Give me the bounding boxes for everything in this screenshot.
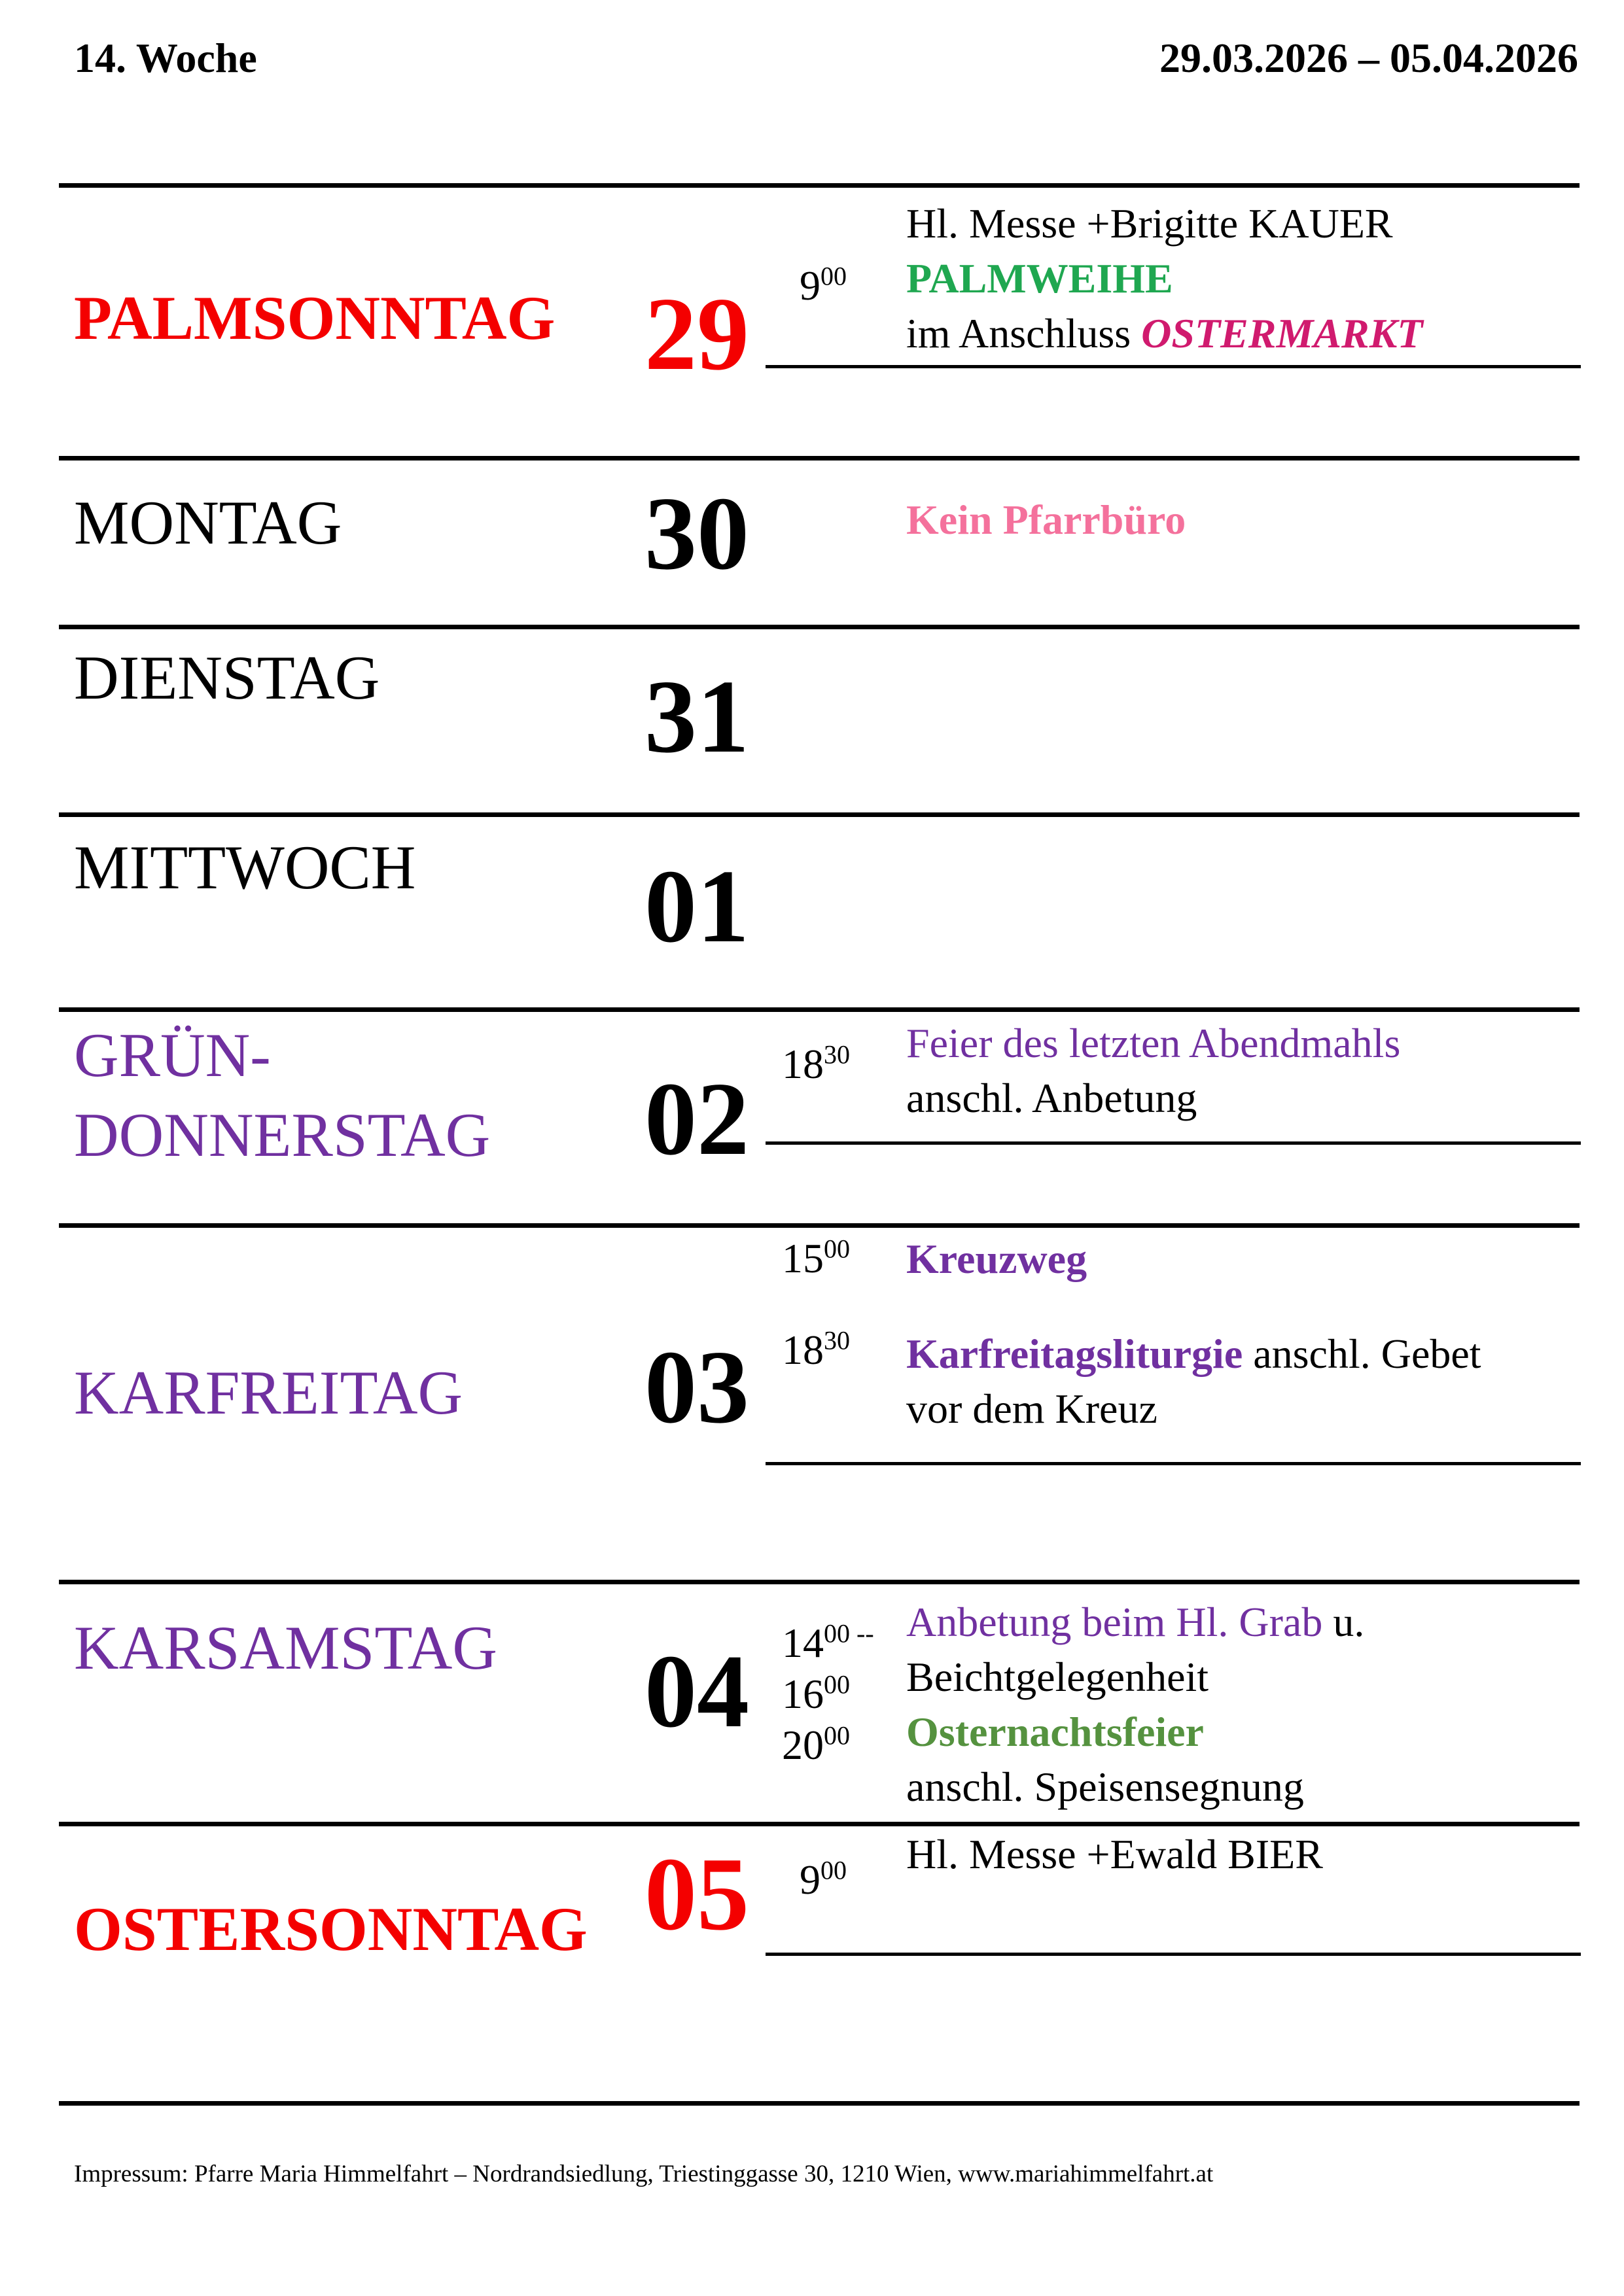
event-line [906, 1595, 1364, 1650]
event-text-karfreitagsliturgie: Karfreitagsliturgie [906, 1331, 1243, 1377]
time-karfreitag-1 [782, 1233, 850, 1284]
time-hour: 16 [782, 1671, 824, 1717]
day-number-01: 01 [644, 848, 749, 964]
time-minutes: 00 [824, 1669, 850, 1699]
event-line [906, 1327, 1481, 1382]
event-text: vor dem Kreuz [906, 1385, 1157, 1432]
time-palmsonntag [800, 260, 847, 311]
event-line [906, 1071, 1400, 1126]
event-line [906, 306, 1423, 361]
events-montag [906, 493, 1186, 548]
event-underline [766, 1953, 1581, 1956]
event-text: Beichtgelegenheit [906, 1654, 1209, 1700]
time-minutes: 00 [821, 261, 847, 291]
time-hour: 15 [782, 1235, 824, 1281]
event-text-anbetung-grab: Anbetung beim Hl. Grab [906, 1599, 1323, 1645]
time-minutes: 00 [824, 1618, 850, 1648]
event-text-kreuzweg: Kreuzweg [906, 1236, 1087, 1282]
row-divider [59, 456, 1580, 461]
time-minutes: 30 [824, 1325, 850, 1355]
event-text: u. [1322, 1599, 1365, 1645]
event-line [906, 1232, 1087, 1287]
events-ostersonntag [906, 1827, 1323, 1882]
event-line [906, 251, 1423, 306]
event-text-palmweihe: PALMWEIHE [906, 255, 1173, 302]
event-text-abendmahl: Feier des letzten Abendmahls [906, 1020, 1401, 1066]
events-gruendonnerstag [906, 1016, 1400, 1126]
time-karfreitag-2 [782, 1325, 850, 1376]
event-line [906, 1705, 1364, 1760]
event-line [906, 1650, 1364, 1705]
row-divider [59, 2101, 1580, 2106]
time-minutes: 00 [824, 1720, 850, 1750]
day-name-line1: GRÜN- [74, 1020, 271, 1090]
event-text: Hl. Messe +Brigitte KAUER [906, 200, 1393, 247]
row-divider [59, 183, 1580, 188]
time-hour: 20 [782, 1722, 824, 1768]
time-minutes: 00 [821, 1855, 847, 1885]
day-name-dienstag: DIENSTAG [74, 643, 380, 712]
day-name-line2: DONNERSTAG [74, 1100, 491, 1170]
events-palmsonntag [906, 196, 1423, 361]
event-line [906, 1382, 1481, 1436]
day-name-palmsonntag: PALMSONNTAG [74, 283, 556, 353]
time-hour: 9 [800, 262, 821, 309]
time-gruendonnerstag [782, 1039, 850, 1090]
day-number-05: 05 [644, 1835, 749, 1952]
day-number-04: 04 [644, 1633, 749, 1749]
event-text-osternachtsfeier: Osternachtsfeier [906, 1709, 1204, 1755]
time-hour: 18 [782, 1327, 824, 1373]
time-hour: 9 [800, 1856, 821, 1903]
day-number-02: 02 [644, 1060, 749, 1177]
event-line [906, 1760, 1364, 1815]
event-text: anschl. Speisensegnung [906, 1764, 1304, 1810]
time-entry [782, 1720, 874, 1771]
day-name-gruendonnerstag [74, 1015, 490, 1175]
event-line [906, 493, 1186, 548]
row-divider [59, 625, 1580, 629]
time-entry [782, 1669, 874, 1720]
day-number-30: 30 [644, 475, 749, 591]
row-divider [59, 1822, 1580, 1826]
day-number-31: 31 [644, 658, 749, 774]
day-number-29: 29 [644, 275, 749, 392]
event-line [906, 1827, 1323, 1882]
time-hour: 18 [782, 1041, 824, 1087]
day-name-mittwoch: MITTWOCH [74, 833, 416, 902]
day-number-03: 03 [644, 1329, 749, 1445]
event-text-kein-pfarrbuero: Kein Pfarrbüro [906, 496, 1186, 543]
footer-impressum: Impressum: Pfarre Maria Himmelfahrt – Nordrandsiedlung, Triestinggasse 30, 1210 Wien, www.mariahimmelfahrt.at [74, 2161, 1214, 2187]
event-text-ostermarkt: OSTERMARKT [1141, 310, 1423, 357]
event-text: im Anschluss [906, 310, 1142, 357]
day-name-karfreitag: KARFREITAG [74, 1358, 463, 1427]
day-name-ostersonntag: OSTERSONNTAG [74, 1894, 588, 1964]
day-name-montag: MONTAG [74, 488, 342, 557]
events-karfreitag-2 [906, 1327, 1481, 1436]
event-text: anschl. Gebet [1243, 1331, 1481, 1377]
events-karsamstag [906, 1595, 1364, 1815]
row-divider [59, 812, 1580, 817]
week-label: 14. Woche [74, 35, 257, 81]
time-range-dash: -- [850, 1618, 874, 1648]
date-range: 29.03.2026 – 05.04.2026 [1159, 35, 1578, 81]
event-line [906, 1016, 1400, 1071]
time-hour: 14 [782, 1620, 824, 1666]
time-ostersonntag [800, 1854, 847, 1905]
event-underline [766, 1141, 1581, 1145]
row-divider [59, 1007, 1580, 1012]
event-underline [766, 1462, 1581, 1465]
event-underline [766, 365, 1581, 368]
time-minutes: 00 [824, 1234, 850, 1264]
time-minutes: 30 [824, 1039, 850, 1070]
event-line [906, 196, 1423, 251]
event-text: anschl. Anbetung [906, 1075, 1197, 1121]
events-karfreitag-1 [906, 1232, 1087, 1287]
row-divider [59, 1223, 1580, 1228]
event-text: Hl. Messe +Ewald BIER [906, 1831, 1323, 1877]
row-divider [59, 1580, 1580, 1584]
time-entry [782, 1618, 874, 1669]
times-karsamstag [782, 1618, 874, 1771]
day-name-karsamstag: KARSAMSTAG [74, 1613, 497, 1682]
